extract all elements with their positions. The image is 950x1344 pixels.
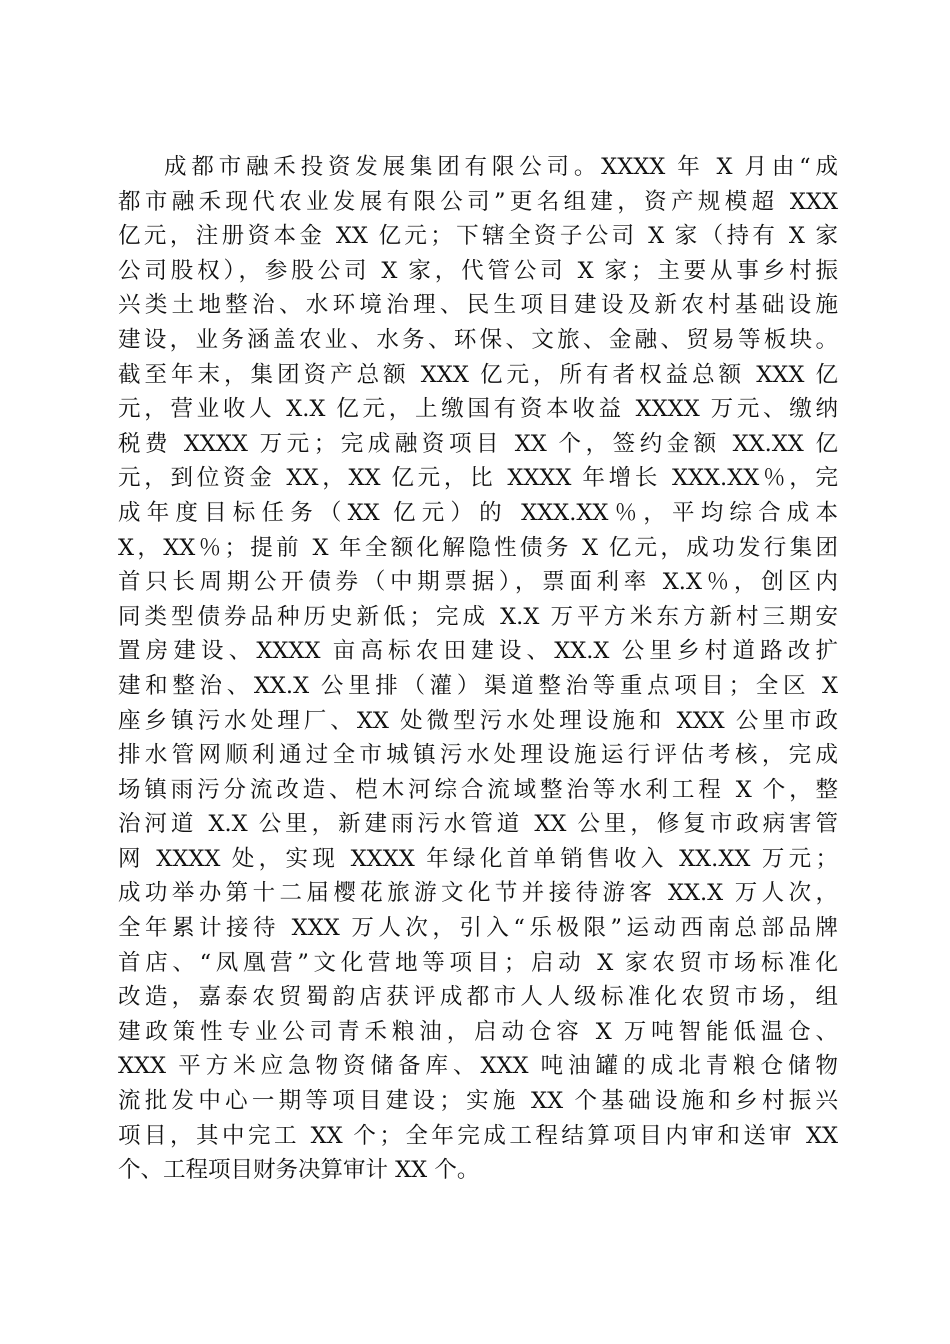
paragraph-line: 置房建设、XXXX 亩高标农田建设、XX.X 公里乡村道路改扩 — [118, 638, 838, 665]
body-paragraph — [118, 150, 838, 1188]
paragraph-line: 公司股权），参股公司 X 家，代管公司 X 家；主要从事乡村振 — [118, 257, 838, 284]
paragraph-line: 座乡镇污水处理厂、XX 处微型污水处理设施和 XXX 公里市政 — [118, 707, 838, 734]
paragraph-line: 兴类土地整治、水环境治理、民生项目建设及新农村基础设施 — [118, 292, 838, 319]
paragraph-line: 全年累计接待 XXX 万人次，引入“乐极限”运动西南总部品牌 — [118, 915, 838, 942]
paragraph-line: 排水管网顺利通过全市城镇污水处理设施运行评估考核，完成 — [118, 742, 838, 769]
paragraph-line: X，XX％；提前 X 年全额化解隐性债务 X 亿元，成功发行集团 — [118, 534, 838, 561]
paragraph-line: 亿元，注册资本金 XX 亿元；下辖全资子公司 X 家（持有 X 家 — [118, 223, 838, 250]
paragraph-line: 元，到位资金 XX，XX 亿元，比 XXXX 年增长 XXX.XX％，完 — [118, 465, 838, 492]
paragraph-line: 个、工程项目财务决算审计 XX 个。 — [118, 1157, 480, 1184]
paragraph-line: 建设，业务涵盖农业、水务、环保、文旅、金融、贸易等板块。 — [118, 326, 838, 353]
paragraph-line: 网 XXXX 处，实现 XXXX 年绿化首单销售收入 XX.XX 万元； — [118, 845, 838, 872]
paragraph-line: 税费 XXXX 万元；完成融资项目 XX 个，签约金额 XX.XX 亿 — [118, 430, 838, 457]
paragraph-line: 截至年末，集团资产总额 XXX 亿元，所有者权益总额 XXX 亿 — [118, 361, 838, 388]
paragraph-line: 改造，嘉泰农贸蜀韵店获评成都市人人级标准化农贸市场，组 — [118, 984, 838, 1011]
paragraph-line: 同类型债券品种历史新低；完成 X.X 万平方米东方新村三期安 — [118, 603, 838, 630]
paragraph-line: XXX 平方米应急物资储备库、XXX 吨油罐的成北青粮仓储物 — [118, 1053, 838, 1080]
paragraph-line: 治河道 X.X 公里，新建雨污水管道 XX 公里，修复市政病害管 — [118, 811, 838, 838]
paragraph-line: 建和整治、XX.X 公里排（灌）渠道整治等重点项目；全区 X — [118, 672, 838, 699]
paragraph-line: 流批发中心一期等项目建设；实施 XX 个基础设施和乡村振兴 — [118, 1088, 838, 1115]
paragraph-line: 建政策性专业公司青禾粮油，启动仓容 X 万吨智能低温仓、 — [118, 1018, 838, 1045]
paragraph-line: 场镇雨污分流改造、桤木河综合流域整治等水利工程 X 个，整 — [118, 776, 838, 803]
paragraph-line: 首店、“凤凰营”文化营地等项目；启动 X 家农贸市场标准化 — [118, 949, 838, 976]
paragraph-line: 都市融禾现代农业发展有限公司”更名组建，资产规模超 XXX — [118, 188, 838, 215]
paragraph-line: 成功举办第十二届樱花旅游文化节并接待游客 XX.X 万人次， — [118, 880, 838, 907]
paragraph-line: 项目，其中完工 XX 个；全年完成工程结算项目内审和送审 XX — [118, 1122, 838, 1149]
paragraph-line: 元，营业收人 X.X 亿元，上缴国有资本收益 XXXX 万元、缴纳 — [118, 396, 838, 423]
paragraph-line: 成都市融禾投资发展集团有限公司。XXXX 年 X 月由“成 — [164, 154, 838, 180]
paragraph-line: 首只长周期公开债券（中期票据），票面利率 X.X％，创区内 — [118, 569, 838, 596]
paragraph-line: 成年度目标任务（XX 亿元）的 XXX.XX％，平均综合成本 — [118, 499, 838, 526]
